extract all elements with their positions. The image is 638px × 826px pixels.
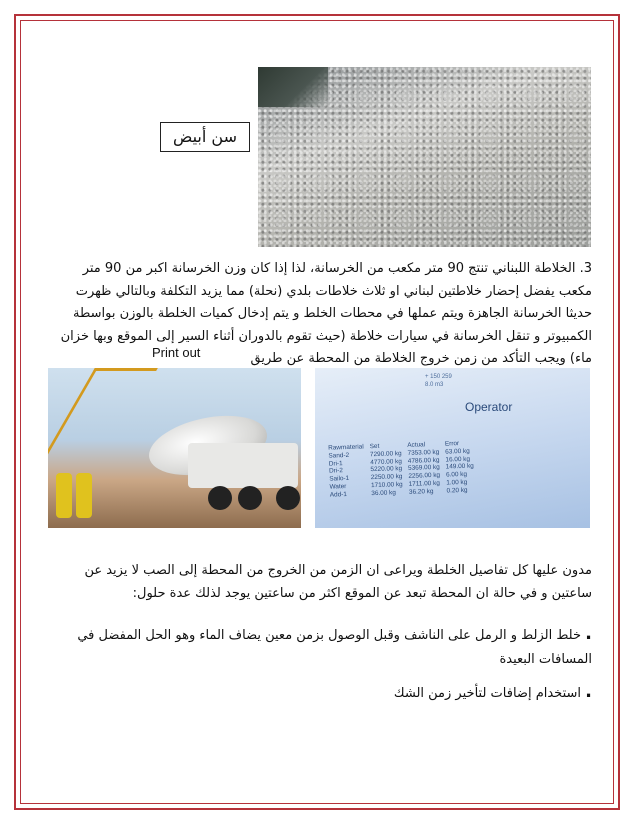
printout-cell: 4786.00 kg (407, 456, 440, 465)
printout-cell: 1.00 kg (446, 478, 468, 487)
bullet-text: خلط الزلط و الرمل على الناشف وقبل الوصول بزمن معين يضاف الماء وهو الحل المفضل في المسافات البعيدة (77, 628, 592, 667)
crane-shape (48, 368, 158, 461)
printout-cell: 2256.00 kg (408, 471, 441, 481)
truck-wheel (208, 486, 232, 510)
printout-top-line: 8.0 m3 (425, 382, 444, 388)
printout-cell: 5220.00 kg (370, 465, 403, 474)
printout-header: Set (369, 442, 380, 451)
printout-cell: 4770.00 kg (370, 457, 402, 466)
bullet-dot: . (585, 681, 592, 702)
truck-wheel (238, 486, 262, 510)
printout-header: Actual (407, 441, 426, 449)
printout-cell: 36.00 kg (371, 489, 396, 497)
printout-header: Rawmaterial (328, 443, 364, 452)
printout-cell: Water (329, 483, 347, 491)
printout-cell: 36.20 kg (408, 487, 434, 496)
printout-cell: 2250.00 kg (370, 473, 403, 482)
white-gravel-photo (258, 67, 591, 247)
printout-cell: Sailo-1 (329, 475, 350, 483)
printout-cell: 1711.00 kg (408, 479, 440, 488)
mixer-truck-photo (48, 368, 301, 528)
printout-table (328, 439, 481, 499)
printout-cell: 16.00 kg (445, 455, 471, 464)
printout-cell: 6.00 kg (445, 471, 468, 479)
printout-cell: 149.00 kg (445, 462, 474, 471)
printout-cell: Dri-2 (328, 467, 344, 476)
printout-cell: Dri-1 (328, 459, 343, 468)
print-out-label: Print out (152, 345, 201, 360)
printout-cell: 7290.00 kg (369, 449, 402, 458)
printout-cell: 5369.00 kg (408, 464, 440, 473)
worker-figure (56, 473, 72, 518)
printout-header: Error (444, 440, 460, 448)
truck-wheel (276, 486, 300, 510)
paragraph-time-limit: مدون عليها كل تفاصيل الخلطة ويراعى ان الزمن من الخروج من المحطة إلى الصب لا يزيد عن ساعتين و في حالة ان المحطة تبعد عن الموقع اكثر من ساعتين يوجد لذلك عدة حلول: (84, 563, 592, 601)
printout-cell: 7353.00 kg (407, 448, 440, 457)
batch-printout-photo (315, 368, 590, 528)
worker-figure (76, 473, 92, 518)
printout-operator: Operator (465, 400, 513, 414)
truck-cab-shape (188, 443, 298, 488)
printout-cell: Add-1 (329, 490, 348, 499)
bullet-item (60, 680, 592, 706)
printout-cell: Sand-2 (328, 451, 350, 460)
printout-top-line: + 150 259 (425, 374, 452, 380)
bullet-dot: . (585, 623, 592, 644)
gravel-label: سن أبيض (160, 122, 250, 152)
printout-cell: 1710.00 kg (370, 481, 403, 490)
gravel-photo-shadow (258, 67, 328, 107)
paragraph-ready-mix: 3. الخلاطة اللبناني تنتج 90 متر مكعب من الخرسانة، لذا إذا كان وزن الخرسانة اكبر من 90 متر مكعب يفضل إحضار خلاطتين لبناني او ثلاث خلاطات بلدي (نحلة) مما يزيد التكلفة وبالتالي ظهرت حديثا الخرسانة الجاهزة ويتم عملها في محطات الخلط و يتم إدخال كميات الخلطة بالوزن بواسطة الكمبيوتر و تنقل الخرسانة في سيارات خلاطة (حيث تقوم بالدوران أثناء السير إلى الموقع وبها خزان ماء) ويجب التأكد من زمن خروج الخلاطة من المحطة عن طريق (60, 261, 592, 366)
printout-cell: 0.20 kg (446, 486, 468, 495)
printout-cell: 63.00 kg (445, 447, 470, 456)
bullet-text: استخدام إضافات لتأخير زمن الشك (393, 686, 582, 701)
bullet-item (60, 622, 592, 672)
